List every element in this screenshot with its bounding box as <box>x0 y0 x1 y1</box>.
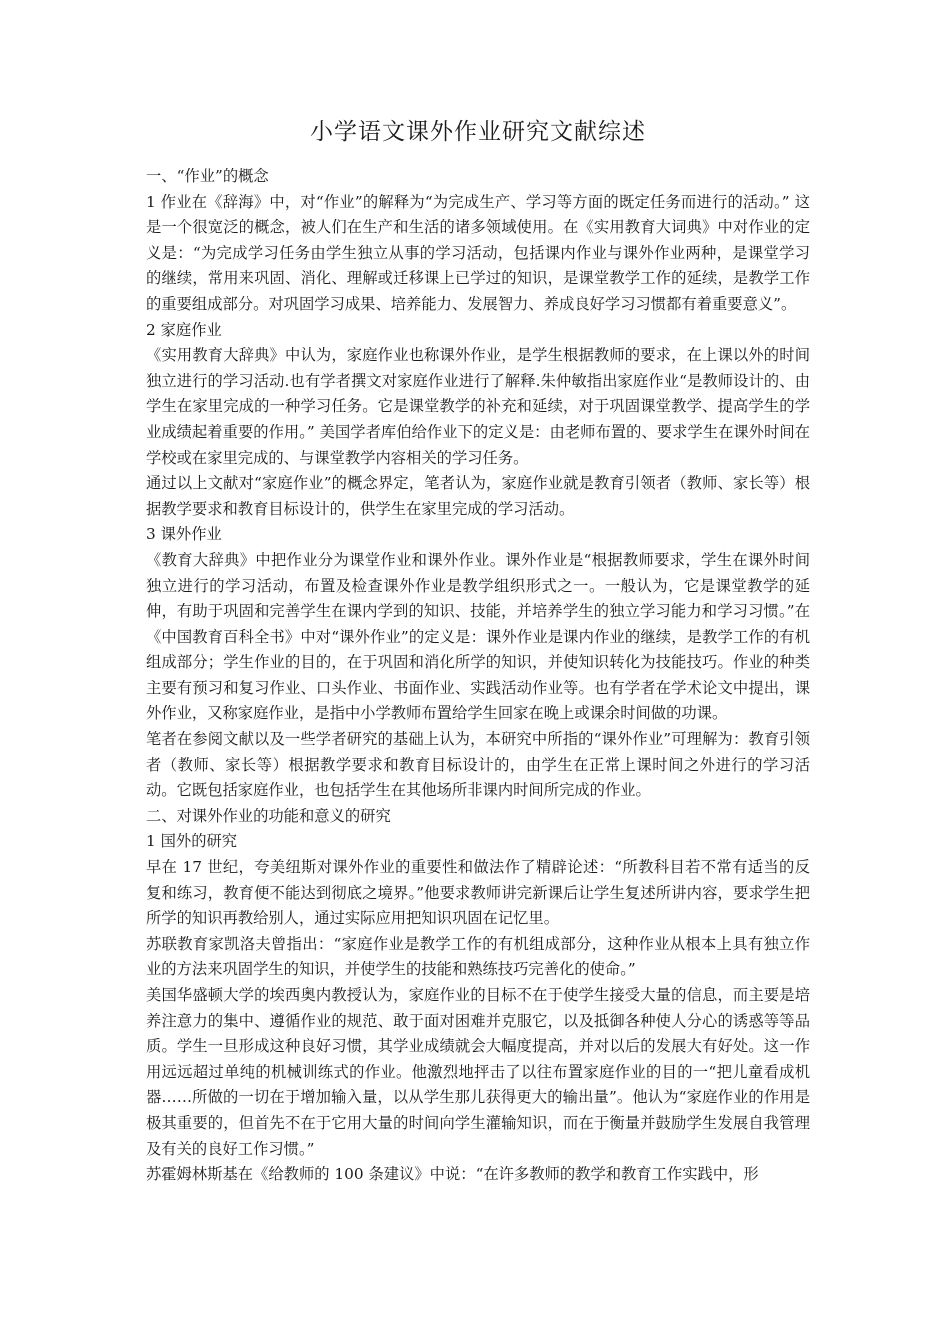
paragraph-author-definition: 笔者在参阅文献以及一些学者研究的基础上认为，本研究中所指的“课外作业”可理解为：教育引领者（教师、家长等）根据教学要求和教育目标设计的，由学生在正常上课时间之外进行的学习活动。它既包括家庭作业，也包括学生在其他场所非课内时间所完成的作业。 <box>146 730 810 800</box>
section-heading-concept: 一、“作业”的概念 <box>146 167 269 185</box>
subheading-extracurricular-homework: 3 课外作业 <box>146 525 222 544</box>
paragraph-sukhomlinsky: 苏霍姆林斯基在《给教师的 100 条建议》中说：“在许多教师的教学和教育工作实践中，形 <box>146 1165 759 1184</box>
paragraph-definition-homework: 1 作业在《辞海》中，对“作业”的解释为“为完成生产、学习等方面的既定任务而进行的活动。” 这是一个很宽泛的概念，被人们在生产和生活的诸多领域使用。在《实用教育大词典》中对作业的定义是：“为完成学习任务由学生独立从事的学习活动，包括课内作业与课外作业两种，是课堂学习的继续，常用来巩固、消化、理解或迁移课上已学过的知识，是课堂教学工作的延续，是教学工作的重要组成部分。对巩固学习成果、培养能力、发展智力、养成良好学习习惯都有着重要意义”。 <box>146 192 810 313</box>
subheading-foreign-research: 1 国外的研究 <box>146 832 238 851</box>
subheading-family-homework: 2 家庭作业 <box>146 320 222 339</box>
paragraph-family-homework: 《实用教育大辞典》中认为，家庭作业也称课外作业，是学生根据教师的要求，在上课以外的时间独立进行的学习活动.也有学者撰文对家庭作业进行了解释.朱仲敏指出家庭作业“是教师设计的、由学生在家里完成的一种学习任务。它是课堂教学的补充和延续，对于巩固课堂教学、提高学生的学业成绩起着重要的作用。” 美国学者库伯给作业下的定义是：由老师布置的、要求学生在课外时间在学校或在家里完成的、与课堂教学内容相关的学习任务。 <box>146 346 810 467</box>
paragraph-kairov: 苏联教育家凯洛夫曾指出：“家庭作业是教学工作的有机组成部分，这种作业从根本上具有独立作业的方法来巩固学生的知识，并使学生的技能和熟练技巧完善化的使命。” <box>146 934 810 979</box>
section-heading-function: 二、对课外作业的功能和意义的研究 <box>146 806 391 825</box>
paragraph-family-homework-summary: 通过以上文献对“家庭作业”的概念界定，笔者认为，家庭作业就是教育引领者（教师、家长等）根据教学要求和教育目标设计的，供学生在家里完成的学习活动。 <box>146 474 810 518</box>
paragraph-etzioni: 美国华盛顿大学的埃西奥内教授认为，家庭作业的目标不在于使学生接受大量的信息，而主要是培养注意力的集中、遵循作业的规范、敢于面对困难并克服它，以及抵御各种使人分心的诱惑等等品质。学生一旦形成这种良好习惯，其学业成绩就会大幅度提高，并对以后的发展大有好处。这一作用远远超过单纯的机械训练式的作业。他激烈地抨击了以往布置家庭作业的目的一“把儿童看成机器……所做的一切在于增加输入量，以从学生那儿获得更大的输出量”。他认为“家庭作业的作用是极其重要的，但首先不在于它用大量的时间向学生灌输知识，而在于衡量并鼓励学生发展自我管理及有关的良好工作习惯。” <box>146 986 810 1158</box>
document-body <box>146 164 810 1188</box>
paragraph-extracurricular-homework: 《教育大辞典》中把作业分为课堂作业和课外作业。课外作业是“根据教师要求，学生在课外时间独立进行的学习活动，布置及检查课外作业是教学组织形式之一。一般认为，它是课堂教学的延伸，有助于巩固和完善学生在课内学到的知识、技能，并培养学生的独立学习能力和学习习惯。”在《中国教育百科全书》中对“课外作业”的定义是：课外作业是课内作业的继续，是教学工作的有机组成部分；学生作业的目的，在于巩固和消化所学的知识，并使知识转化为技能技巧。作业的种类主要有预习和复习作业、口头作业、书面作业、实践活动作业等。也有学者在学术论文中提出，课外作业，又称家庭作业，是指中小学教师布置给学生回家在晚上或课余时间做的功课。 <box>146 550 810 723</box>
paragraph-comenius: 早在 17 世纪，夸美纽斯对课外作业的重要性和做法作了精辟论述：“所教科目若不常有适当的反复和练习，教育便不能达到彻底之境界。”他要求教师讲完新课后让学生复述所讲内容，要求学生把所学的知识再教给别人，通过实际应用把知识巩固在记忆里。 <box>146 858 810 928</box>
document-title: 小学语文课外作业研究文献综述 <box>310 119 646 145</box>
